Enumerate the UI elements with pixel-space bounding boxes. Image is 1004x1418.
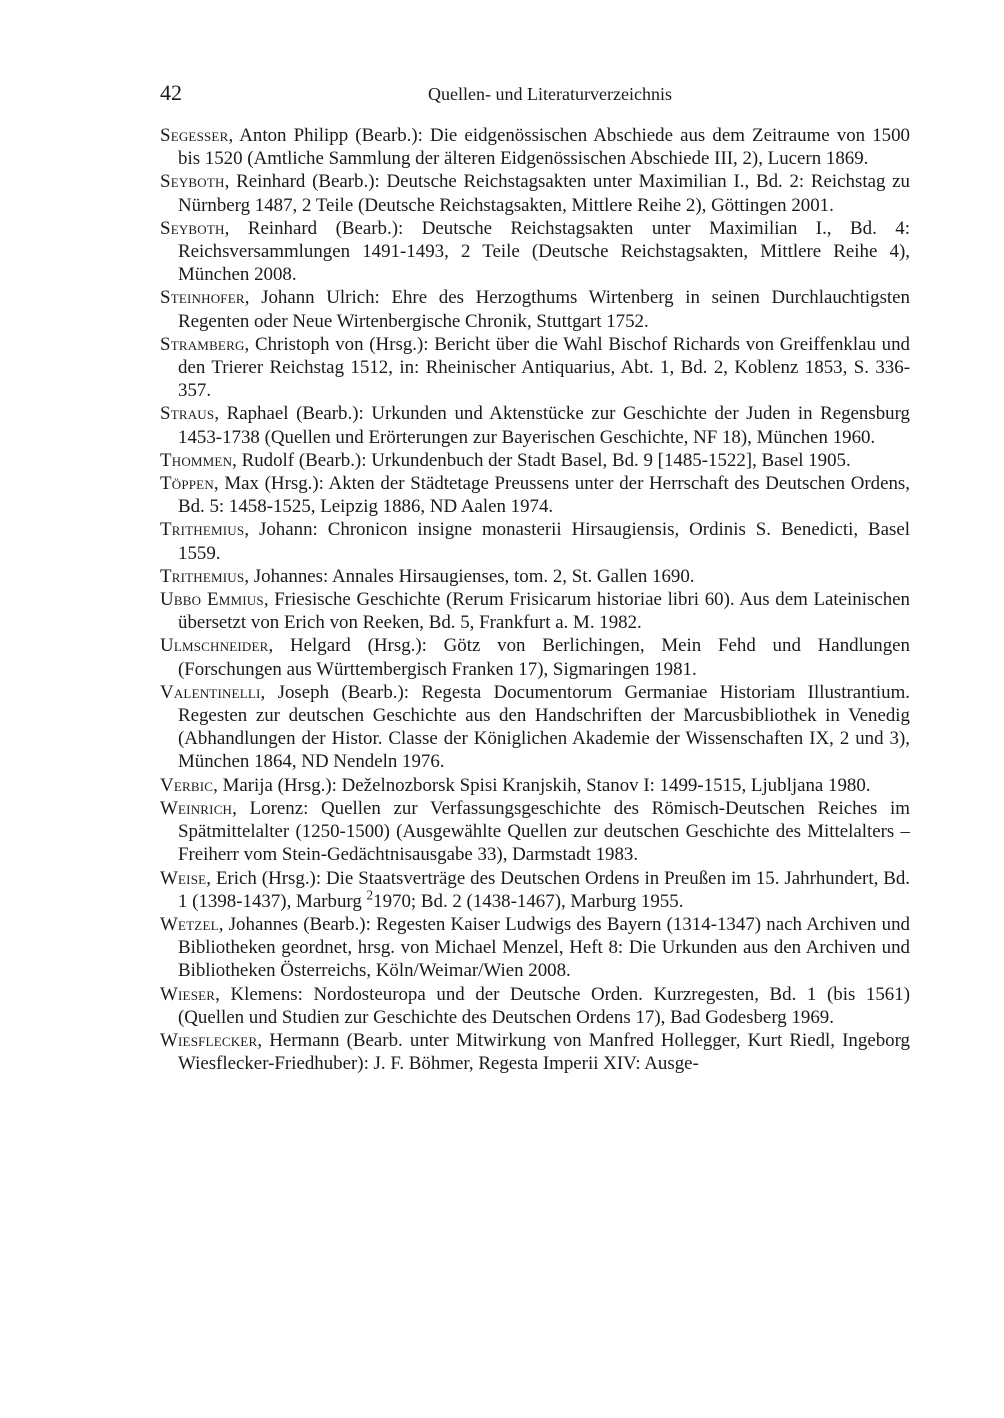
- entry-text: , Rudolf (Bearb.): Urkundenbuch der Stadt Basel, Bd. 9 [1485-1522], Basel 1905.: [232, 449, 851, 471]
- entry-text: , Max (Hrsg.): Akten der Städtetage Preussens unter der Herrschaft des Deutschen Ordens, Bd. 5: 1458-1525, Leipzig 1886, ND Aalen 1974.: [178, 473, 910, 518]
- bibliography-entry: [160, 913, 910, 983]
- bibliography-entry: [160, 634, 910, 680]
- entry-text: , Johann: Chronicon insigne monasterii Hirsaugiensis, Ordinis S. Benedicti, Basel 1559.: [178, 519, 910, 564]
- page-number: 42: [160, 80, 182, 105]
- entry-author: Segesser: [160, 125, 229, 146]
- entry-text: , Lorenz: Quellen zur Verfassungsgeschichte des Römisch-Deutschen Reiches im Spätmittelalter (1250-1500) (Ausgewählte Quellen zur deutschen Geschichte des Mittelalters – Freiherr vom Stein-Gedächtnisausgabe 33), Darmstadt 1983.: [178, 797, 910, 866]
- entry-text: , Helgard (Hrsg.): Götz von Berlichingen, Mein Fehd und Handlungen (Forschungen aus Württembergisch Franken 17), Sigmaringen 1981.: [178, 635, 910, 680]
- bibliography-entry: [160, 449, 910, 472]
- bibliography-entry: [160, 472, 910, 518]
- bibliography-entry: [160, 774, 910, 797]
- entry-author: Trithemius: [160, 519, 245, 541]
- bibliography-entry: [160, 333, 910, 403]
- bibliography-entry: [160, 588, 910, 634]
- entry-author: Seyboth: [160, 217, 225, 239]
- entry-text: , Reinhard (Bearb.): Deutsche Reichstagsakten unter Maximilian I., Bd. 2: Reichstag zu Nürnberg 1487, 2 Teile (Deutsche Reichstagsakten, Mittlere Reihe 2), Göttingen 2001.: [178, 171, 910, 216]
- entry-author: Thommen: [160, 449, 233, 471]
- entry-author: Weinrich: [160, 797, 233, 819]
- entry-author: Weise: [160, 867, 207, 889]
- entry-author: Steinhofer: [160, 287, 245, 309]
- running-head: [160, 80, 910, 106]
- entry-text: , Christoph von (Hrsg.): Bericht über die Wahl Bischof Richards von Greiffenklau und den Trierer Reichstag 1512, in: Rheinischer Antiquarius, Abt. 1, Bd. 2, Koblenz 1853, S. 336-357.: [178, 333, 910, 402]
- entry-text: , Klemens: Nordosteuropa und der Deutsche Orden. Kurzregesten, Bd. 1 (bis 1561) (Quellen und Studien zur Geschichte des Deutschen Ordens 17), Bad Godesberg 1969.: [178, 983, 910, 1028]
- entry-author: Straus: [160, 403, 215, 425]
- bibliography-entry: [160, 797, 910, 867]
- entry-text: , Anton Philipp (Bearb.): Die eidgenössischen Abschiede aus dem Zeitraume von 1500 bis 1520 (Amtliche Sammlung der älteren Eidgenössischen Abschiede III, 2), Lucern 1869.: [178, 125, 910, 170]
- bibliography-entry: [160, 402, 910, 448]
- entry-author: Ulmschneider: [160, 635, 269, 657]
- bibliography-entry: [160, 1029, 910, 1075]
- bibliography-entry: [160, 983, 910, 1029]
- bibliography-list: [160, 124, 910, 1075]
- bibliography-entry: [160, 867, 910, 913]
- entry-author: Seyboth: [160, 171, 225, 193]
- entry-text: , Reinhard (Bearb.): Deutsche Reichstagsakten unter Maximilian I., Bd. 4: Reichsversammlungen 1491-1493, 2 Teile (Deutsche Reichstagsakten, Mittlere Reihe 4), München 2008.: [178, 217, 910, 286]
- entry-author: Valentinelli: [160, 681, 261, 703]
- entry-text: , Johannes (Bearb.): Regesten Kaiser Ludwigs des Bayern (1314-1347) nach Archiven und Bibliotheken geordnet, hrsg. von Michael Menzel, Heft 8: Die Urkunden aus den Archiven und Bibliotheken Österreichs, Köln/Weimar/Wien 2008.: [178, 913, 910, 982]
- entry-author: Trithemius: [160, 565, 245, 587]
- entry-text: , Marija (Hrsg.): Deželnozborsk Spisi Kranjskih, Stanov I: 1499-1515, Ljubljana 1980.: [213, 774, 871, 796]
- bibliography-entry: [160, 286, 910, 332]
- bibliography-entry: [160, 565, 910, 588]
- entry-text: , Friesische Geschichte (Rerum Frisicarum historiae libri 60). Aus dem Lateinischen übersetzt von Erich von Reeken, Bd. 5, Frankfurt a. M. 1982.: [178, 589, 910, 634]
- running-title: Quellen- und Literaturverzeichnis: [428, 84, 672, 104]
- entry-text: , Johann Ulrich: Ehre des Herzogthums Wirtenberg in seinen Durchlauchtigsten Regenten oder Neue Wirtenbergische Chronik, Stuttgart 1752.: [178, 287, 910, 332]
- entry-author: Wiesflecker: [160, 1029, 258, 1051]
- entry-text: , Erich (Hrsg.): Die Staatsverträge des Deutschen Ordens in Preußen im 15. Jahrhundert, Bd. 1 (1398-1437), Marburg: [178, 867, 910, 912]
- entry-author: Verbic: [160, 774, 214, 796]
- entry-text-continued: 1970; Bd. 2 (1438-1467), Marburg 1955.: [373, 890, 684, 912]
- bibliography-entry: [160, 518, 910, 564]
- bibliography-entry: [160, 217, 910, 287]
- entry-text: , Raphael (Bearb.): Urkunden und Aktenstücke zur Geschichte der Juden in Regensburg 1453-1738 (Quellen und Erörterungen zur Bayerischen Geschichte, NF 18), München 1960.: [178, 403, 910, 448]
- entry-author: Ubbo Emmius: [160, 589, 264, 611]
- entry-text: , Johannes: Annales Hirsaugienses, tom. 2, St. Gallen 1690.: [244, 565, 695, 587]
- entry-author: Wieser: [160, 983, 216, 1005]
- entry-text: , Hermann (Bearb. unter Mitwirkung von Manfred Hollegger, Kurt Riedl, Ingeborg Wiesflecker-Friedhuber): J. F. Böhmer, Regesta Imperii XIV: Ausge-: [178, 1029, 910, 1075]
- bibliography-entry: [160, 170, 910, 216]
- entry-author: Stramberg: [160, 333, 245, 355]
- entry-author: Töppen: [160, 473, 214, 495]
- bibliography-entry: [160, 124, 910, 170]
- bibliography-entry: [160, 681, 910, 774]
- edition-superscript: 2: [366, 887, 374, 903]
- entry-text: , Joseph (Bearb.): Regesta Documentorum Germaniae Historiam Illustrantium. Regesten zur deutschen Geschichte aus den Handschriften der Marcusbibliothek in Venedig (Abhandlungen der Histor. Classe der Königlichen Akademie der Wissenschaften IX, 2 und 3), München 1864, ND Nendeln 1976.: [178, 681, 910, 773]
- entry-author: Wetzel: [160, 913, 219, 935]
